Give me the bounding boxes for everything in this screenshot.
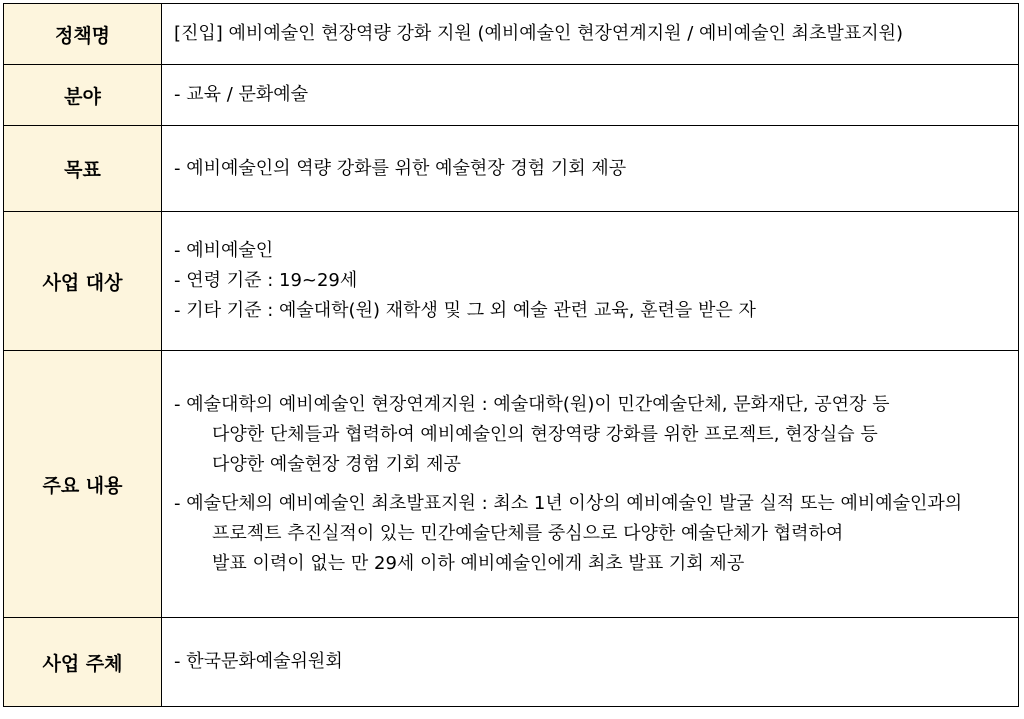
policy-name-text: [진입] 예비예술인 현장역량 강화 지원 (예비예술인 현장연계지원 / 예비예술인 최초발표지원) xyxy=(174,23,904,44)
row-field xyxy=(4,65,1019,126)
target-line-3: - 기타 기준 : 예술대학(원) 재학생 및 그 외 예술 관련 교육, 훈련을 받은 자 xyxy=(174,300,756,321)
operator-text: - 한국문화예술위원회 xyxy=(174,651,343,672)
value-target xyxy=(162,212,1019,351)
label-policy-name: 정책명 xyxy=(4,4,162,65)
goal-text: - 예비예술인의 역량 강화를 위한 예술현장 경험 기회 제공 xyxy=(174,157,627,179)
label-target: 사업 대상 xyxy=(4,212,162,351)
content-block-field-link xyxy=(174,390,1018,480)
content-2-line-1: - 예술단체의 예비예술인 최초발표지원 : 최소 1년 이상의 예비예술인 발굴 실적 또는 예비예술인과의 xyxy=(174,492,963,514)
content-1-line-2: 다양한 단체들과 협력하여 예비예술인의 현장역량 강화를 위한 프로젝트, 현장실습 등 xyxy=(212,423,878,445)
value-operator xyxy=(162,618,1019,707)
content-1-line-3: 다양한 예술현장 경험 기회 제공 xyxy=(212,453,461,475)
row-policy-name xyxy=(4,4,1019,65)
content-1-line-1: - 예술대학의 예비예술인 현장연계지원 : 예술대학(원)이 민간예술단체, 문화재단, 공연장 등 xyxy=(174,393,890,415)
row-target xyxy=(4,212,1019,351)
row-goal xyxy=(4,126,1019,212)
content-2-line-3: 발표 이력이 없는 만 29세 이하 예비예술인에게 최초 발표 기회 제공 xyxy=(212,552,745,574)
label-main-content: 주요 내용 xyxy=(4,351,162,618)
row-operator xyxy=(4,618,1019,707)
label-operator: 사업 주체 xyxy=(4,618,162,707)
policy-info-table xyxy=(3,3,1019,707)
label-goal: 목표 xyxy=(4,126,162,212)
value-field xyxy=(162,65,1019,126)
row-main-content xyxy=(4,351,1019,618)
value-goal xyxy=(162,126,1019,212)
content-block-first-presentation xyxy=(174,489,1018,579)
content-2-line-2: 프로젝트 추진실적이 있는 민간예술단체를 중심으로 다양한 예술단체가 협력하여 xyxy=(212,522,844,544)
field-text: - 교육 / 문화예술 xyxy=(174,84,309,105)
target-line-1: - 예비예술인 xyxy=(174,240,274,261)
value-policy-name xyxy=(162,4,1019,65)
target-line-2: - 연령 기준 : 19~29세 xyxy=(174,270,358,291)
value-main-content xyxy=(162,351,1019,618)
label-field: 분야 xyxy=(4,65,162,126)
